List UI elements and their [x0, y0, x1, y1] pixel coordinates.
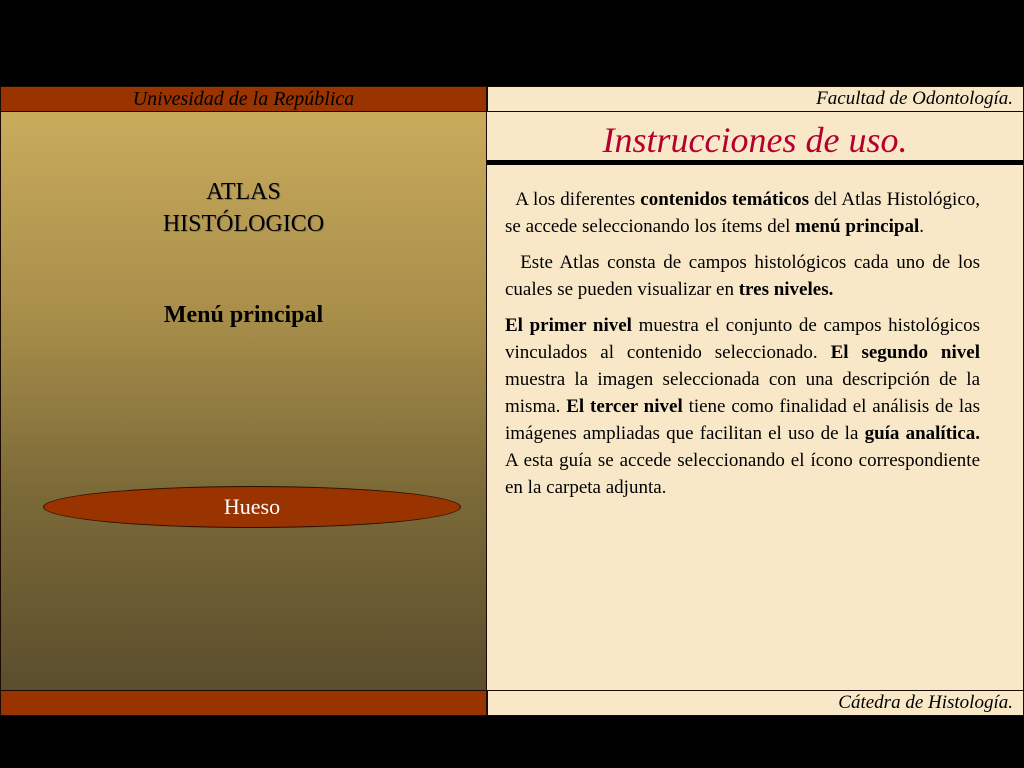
menu-item-hueso-button[interactable]: Hueso: [43, 486, 461, 528]
instructions-paragraph-3: El primer nivel muestra el conjunto de campos histológicos vinculados al contenido seleccionado. El segundo nivel muestra la imagen seleccionada con una descripción de la misma. El tercer nivel tiene como finalidad el análisis de las imágenes ampliadas que facilitan el uso de la guía analítica. A esta guía se accede seleccionando el ícono correspondiente en la carpeta adjunta.: [505, 315, 981, 498]
header-university: [0, 86, 487, 112]
instructions-title: Instrucciones de uso.: [602, 120, 908, 160]
instructions-divider: [487, 160, 1023, 165]
atlas-title: [1, 176, 486, 240]
header-faculty: [487, 86, 1024, 112]
right-panel: [487, 112, 1024, 690]
footer-left-bar: [0, 690, 487, 716]
footer-chair-text: Cátedra de Histología.: [838, 692, 1013, 713]
instructions-paragraph-1: A los diferentes contenidos temáticos del Atlas Histológico, se accede seleccionando los ítems del menú principal.: [505, 189, 981, 237]
menu-title: Menú principal: [163, 302, 324, 328]
atlas-title-line2: HISTÓLOGICO: [162, 211, 325, 237]
header-university-text: Univesidad de la República: [132, 88, 355, 110]
footer-chair: [487, 690, 1024, 716]
atlas-title-line1: ATLAS: [206, 179, 281, 205]
instructions-body: [505, 186, 980, 510]
left-panel: [0, 112, 487, 690]
header-faculty-text: Facultad de Odontología.: [816, 88, 1013, 109]
instructions-paragraph-2: Este Atlas consta de campos histológicos cada uno de los cuales se pueden visualizar en tres niveles.: [505, 252, 981, 300]
